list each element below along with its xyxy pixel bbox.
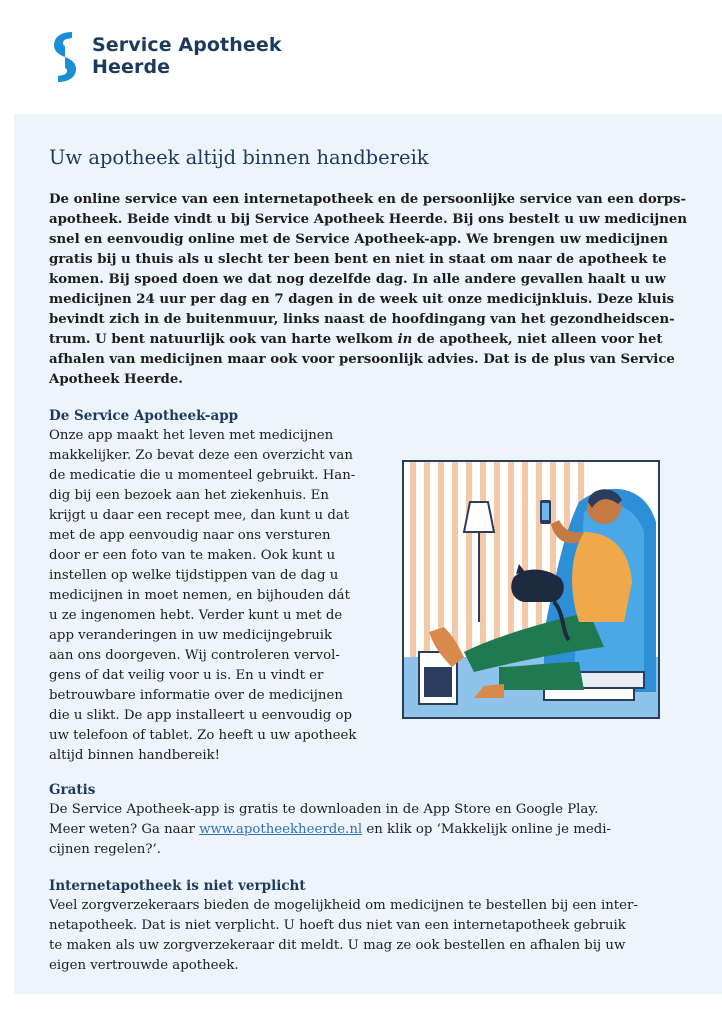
body-line: betrouwbare informatie over de medicijnen [49, 688, 343, 703]
brand-line-1: Service Apotheek [92, 34, 282, 56]
body-line: uw telefoon of tablet. Zo heeft u uw apotheek [49, 728, 357, 743]
body-text: en klik op ‘Makkelijk online je medi- [362, 822, 611, 837]
page-header [0, 0, 722, 114]
body-line: te maken als uw zorgverzekeraar dit meldt. U mag ze ook bestellen en afhalen bij uw [49, 938, 626, 953]
body-line: de medicatie die u momenteel gebruikt. Han- [49, 468, 356, 483]
body-line: cijnen regelen?’. [49, 842, 161, 857]
left-margin [0, 114, 14, 994]
body-line: Veel zorgverzekeraars bieden de mogelijkheid om medicijnen te bestellen bij een inter- [49, 898, 638, 913]
intro-line: Apotheek Heerde. [49, 372, 183, 387]
body-line: u ze ingenomen hebt. Verder kunt u met de [49, 608, 343, 623]
body-line: medicijnen in moet nemen, en bijhouden dát [49, 588, 350, 603]
app-section-heading: De Service Apotheek-app [49, 408, 239, 424]
body-line: met de app eenvoudig naar ons versturen [49, 528, 331, 543]
body-line: instellen op welke tijdstippen van de dag u [49, 568, 339, 583]
person-with-phone-illustration [402, 460, 660, 719]
body-line: dig bij een bezoek aan het ziekenhuis. En [49, 488, 329, 503]
body-line: app veranderingen in uw medicijngebruik [49, 628, 333, 643]
internet-section-heading: Internetapotheek is niet verplicht [49, 878, 306, 894]
body-line [49, 820, 611, 840]
intro-line: De online service van een internetapotheek en de persoonlijke service van een dorps- [49, 192, 686, 207]
body-line: De Service Apotheek-app is gratis te downloaden in de App Store en Google Play. [49, 802, 599, 817]
body-line: door er een foto van te maken. Ook kunt u [49, 548, 336, 563]
intro-line: komen. Bij spoed doen we dat nog dezelfde dag. In alle andere gevallen haalt u uw [49, 272, 666, 287]
brand-name [92, 34, 282, 78]
intro-line: apotheek. Beide vindt u bij Service Apotheek Heerde. Bij ons bestelt u uw medicijnen [49, 212, 688, 227]
intro-line [49, 330, 677, 350]
intro-line: bevindt zich in de buitenmuur, links naast de hoofdingang van het gezondheidscen- [49, 312, 675, 327]
intro-text: trum. U bent natuurlijk ook van harte welkom [49, 332, 398, 347]
page-title: Uw apotheek altijd binnen handbereik [49, 146, 429, 169]
intro-text: de apotheek, niet alleen voor het [412, 332, 663, 347]
body-text: Meer weten? Ga naar [49, 822, 200, 837]
body-line: krijgt u daar een recept mee, dan kunt u dat [49, 508, 350, 523]
intro-line: medicijnen 24 uur per dag en 7 dagen in de week uit onze medicijnkluis. Deze kluis [49, 292, 675, 307]
body-line: Onze app maakt het leven met medicijnen [49, 428, 334, 443]
illustration-graphic [404, 462, 658, 717]
body-line: altijd binnen handbereik! [49, 748, 221, 763]
brand-line-2: Heerde [92, 56, 171, 78]
body-line: makkelijker. Zo bevat deze een overzicht van [49, 448, 353, 463]
body-line: aan ons doorgeven. Wij controleren vervol- [49, 648, 340, 663]
service-apotheek-logo-icon [50, 30, 80, 84]
body-line: netapotheek. Dat is niet verplicht. U hoeft dus niet van een internetapotheek gebruik [49, 918, 626, 933]
gratis-body [49, 800, 611, 860]
internet-section-body [49, 896, 638, 976]
intro-paragraph [49, 190, 688, 390]
website-link[interactable]: www.apotheekheerde.nl [199, 822, 363, 837]
intro-line: snel en eenvoudig online met de Service Apotheek-app. We brengen uw medicijnen [49, 232, 668, 247]
intro-line: afhalen van medicijnen maar ook voor persoonlijk advies. Dat is de plus van Service [49, 352, 675, 367]
bottom-margin [0, 994, 722, 1024]
body-line: eigen vertrouwde apotheek. [49, 958, 239, 973]
intro-emphasis: in [397, 332, 413, 347]
gratis-heading: Gratis [49, 782, 96, 798]
intro-line: gratis bij u thuis als u slecht ter been bent en niet in staat om naar de apotheek te [49, 252, 667, 267]
body-line: die u slikt. De app installeert u eenvoudig op [49, 708, 353, 723]
app-section-body [49, 426, 356, 766]
body-line: gens of dat veilig voor u is. En u vindt er [49, 668, 324, 683]
